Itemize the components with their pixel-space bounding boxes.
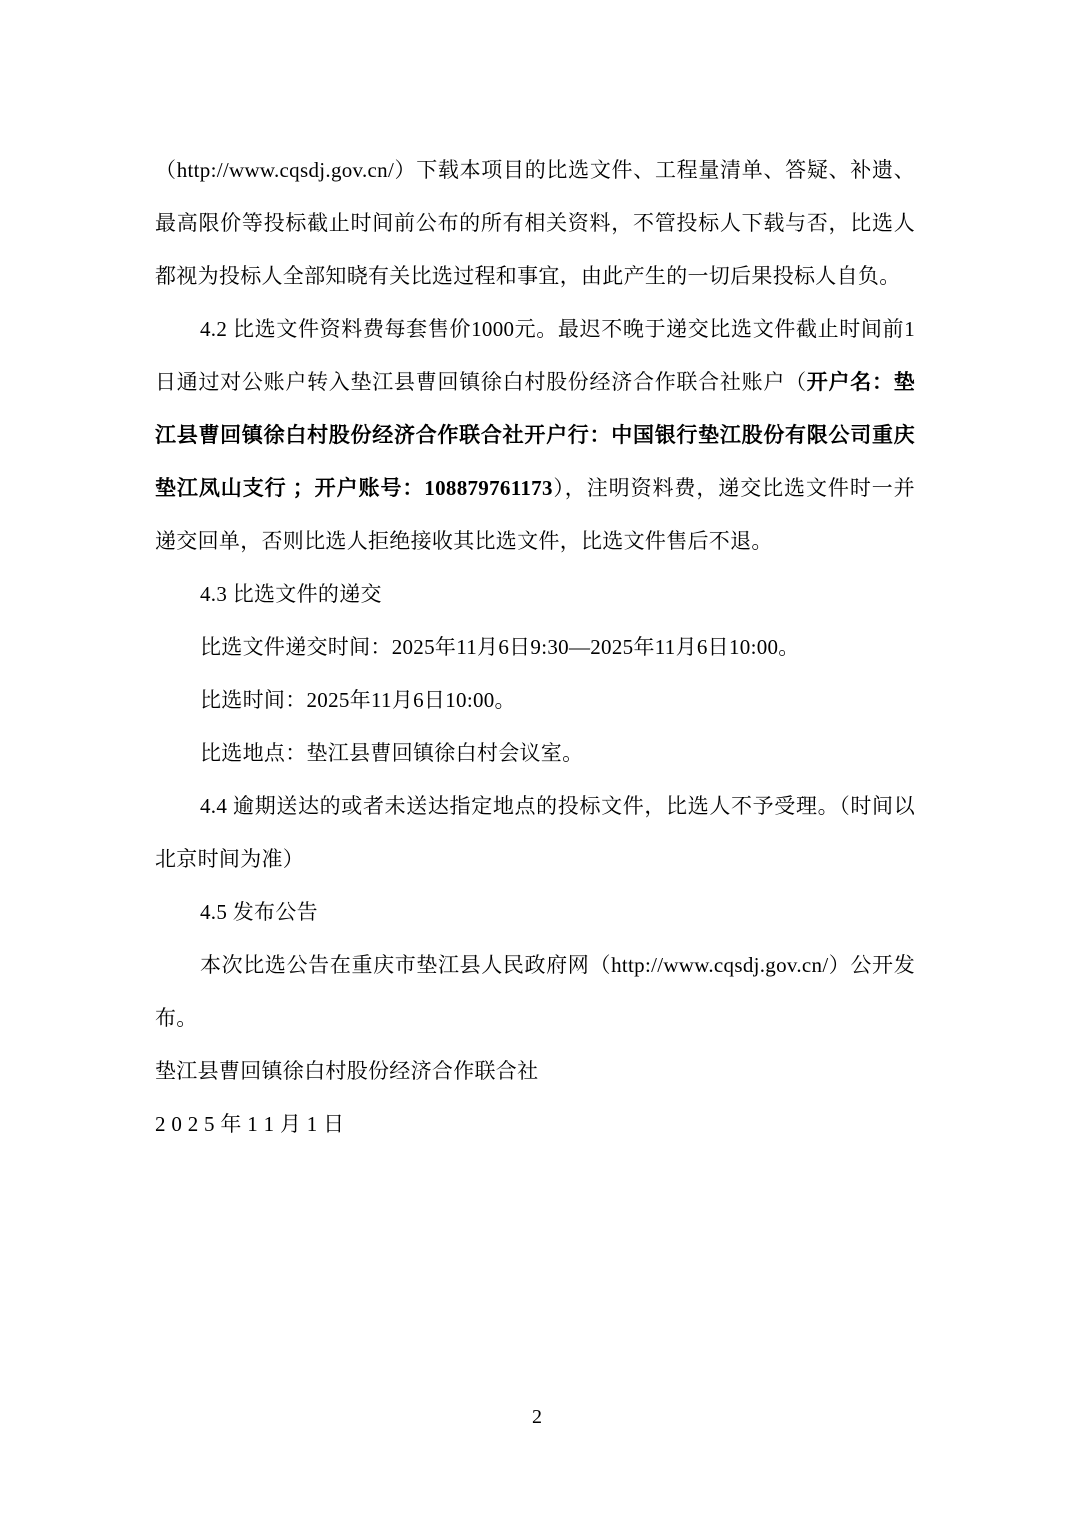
p42-bank-name-bold: 中国银行垫江股份有限公司重庆垫江凤山支行: [155, 424, 915, 500]
heading-4-3: 4.3 比选文件的递交: [200, 582, 382, 606]
signature-organization: 垫江县曹回镇徐白村股份经济合作联合社: [155, 1059, 539, 1083]
paragraph-bixuan-location: 比选地点：垫江县曹回镇徐白村会议室。: [200, 741, 584, 765]
document-content: [155, 144, 915, 1151]
p42-account-number-bold: 108879761173: [424, 476, 553, 500]
paragraph-submission-time: 比选文件递交时间：2025年11月6日9:30—2025年11月6日10:00。: [200, 635, 800, 659]
p42-account-name-bold: 开户名：垫江县曹回镇徐白村股份经济合作联合社开户行：: [155, 370, 916, 447]
paragraph-4-2: [155, 303, 915, 568]
page-number: 2: [532, 1406, 542, 1428]
signature-date: 2 0 2 5 年 1 1 月 1 日: [155, 1112, 345, 1136]
p42-text-opening: 4.2 比选文件资料费每套售价1000元。最迟不晚于递交比选文件截止时间前1日通过对公账户转入垫江县曹回镇徐白村股份经济合作联合社账户（: [155, 317, 915, 394]
p42-text-closing: ），注明资料费，递交比选文件时一并递交回单，否则比选人拒绝接收其比选文件，比选文件售后不退。: [155, 476, 915, 553]
p42-account-number-label-bold: ；开户账号：: [286, 476, 425, 500]
heading-4-5: 4.5 发布公告: [200, 900, 318, 924]
paragraph-4-4: 4.4 逾期送达的或者未送达指定地点的投标文件，比选人不予受理。（时间以北京时间为准）: [155, 794, 915, 871]
paragraph-publish-notice: 本次比选公告在重庆市垫江县人民政府网（http://www.cqsdj.gov.cn/）公开发布。: [155, 953, 915, 1030]
paragraph-download-notice: （http://www.cqsdj.gov.cn/）下载本项目的比选文件、工程量清单、答疑、补遗、最高限价等投标截止时间前公布的所有相关资料，不管投标人下载与否，比选人都视为投标人全部知晓有关比选过程和事宜，由此产生的一切后果投标人自负。: [155, 158, 915, 288]
paragraph-bixuan-time: 比选时间：2025年11月6日10:00。: [200, 688, 516, 712]
